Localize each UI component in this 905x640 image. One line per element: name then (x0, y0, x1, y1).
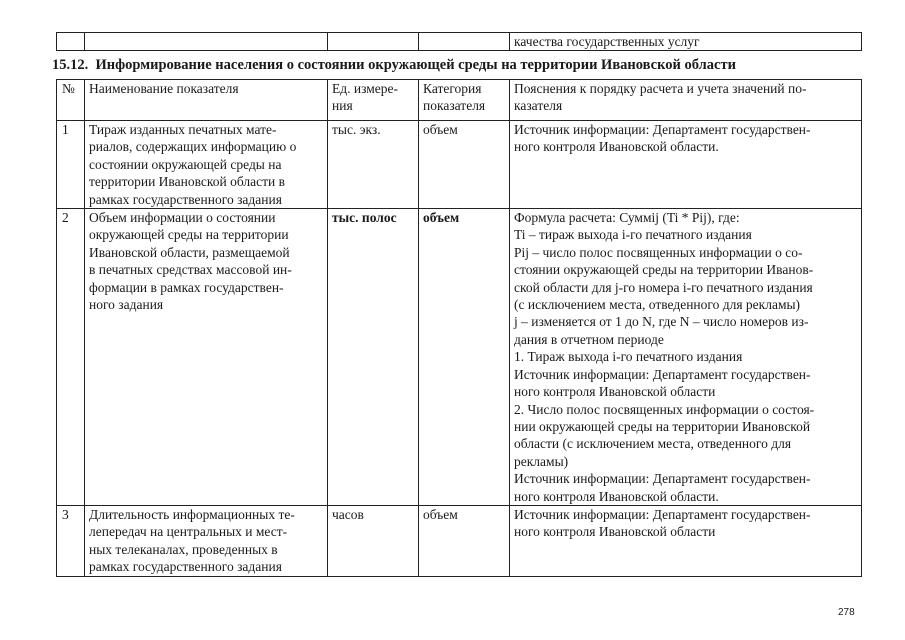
explanation-line: Источник информации: Департамент государствен- (514, 366, 811, 382)
section-number: 15.12. (52, 57, 89, 73)
explanation-line: ного контроля Ивановской области. (514, 139, 719, 155)
explanation-text: качества государственных услуг (514, 34, 700, 49)
header-unit-line: ния (332, 98, 353, 114)
cell-explanation (510, 33, 862, 51)
row-explanation (510, 209, 862, 506)
name-line: в печатных средствах массовой ин- (89, 262, 292, 278)
explanation-line: Источник информации: Департамент государствен- (514, 122, 811, 137)
row-unit: тыс. экз. (328, 121, 419, 209)
header-unit (328, 80, 419, 121)
cell-category (419, 33, 510, 51)
row-no: 3 (57, 505, 85, 576)
explanation-line: 1. Тираж выхода i-го печатного издания (514, 349, 743, 365)
explanation-line: ного контроля Ивановской области (514, 384, 716, 400)
table-row (57, 505, 862, 576)
header-explanation-line: казателя (514, 98, 563, 114)
name-line: формации в рамках государствен- (89, 279, 284, 295)
row-no: 1 (57, 121, 85, 209)
name-line: рамках государственного задания (89, 191, 282, 207)
explanation-line: 2. Число полос посвященных информации о состоя- (514, 401, 815, 417)
name-line: Тираж изданных печатных мате- (89, 122, 277, 137)
row-category: объем (419, 121, 510, 209)
header-category (419, 80, 510, 121)
cell-name (85, 33, 328, 51)
explanation-line: Ti – тираж выхода i-го печатного издания (514, 227, 752, 243)
cell-no (57, 33, 85, 51)
explanation-line: Формула расчета: Суммij (Ti * Pij), где: (514, 210, 740, 226)
name-line: Ивановской области, размещаемой (89, 244, 290, 260)
explanation-line: ской области для j-го номера i-го печатного издания (514, 279, 813, 295)
name-line: ного задания (89, 297, 164, 313)
explanation-line: Источник информации: Департамент государствен- (514, 471, 811, 487)
name-line: территории Ивановской области в (89, 174, 285, 190)
explanation-line: Pij – число полос посвященных информации о со- (514, 244, 803, 260)
previous-table-fragment (56, 32, 862, 51)
row-unit: часов (328, 505, 419, 576)
row-category: объем (419, 209, 510, 506)
header-name: Наименование показателя (85, 80, 328, 121)
name-line: состоянии окружающей среды на (89, 156, 282, 172)
header-category-line: Категория (423, 81, 482, 96)
indicators-table (56, 79, 862, 577)
table-header-row (57, 80, 862, 121)
row-no: 2 (57, 209, 85, 506)
row-category: объем (419, 505, 510, 576)
header-explanation (510, 80, 862, 121)
explanation-line: (с исключением места, отведенного для рекламы) (514, 297, 801, 313)
row-explanation (510, 121, 862, 209)
table-row (57, 209, 862, 506)
cell-unit (328, 33, 419, 51)
explanation-line: области (с исключением места, отведенного для (514, 436, 792, 452)
row-explanation (510, 505, 862, 576)
table-row (57, 33, 862, 51)
row-name (85, 121, 328, 209)
explanation-line: Источник информации: Департамент государствен- (514, 506, 811, 522)
header-unit-line: Ед. измере- (332, 81, 399, 96)
header-explanation-line: Пояснения к порядку расчета и учета значений по- (514, 81, 807, 96)
row-unit: тыс. полос (328, 209, 419, 506)
section-heading (52, 57, 736, 74)
explanation-line: j – изменяется от 1 до N, где N – число номеров из- (514, 314, 809, 330)
section-title: Информирование населения о состоянии окружающей среды на территории Ивановской области (95, 57, 736, 73)
explanation-line: рекламы) (514, 453, 569, 469)
explanation-line: нии окружающей среды на территории Ивановской (514, 418, 811, 434)
name-line: рамках государственного задания (89, 559, 282, 575)
header-no: № (57, 80, 85, 121)
name-line: риалов, содержащих информацию о (89, 139, 297, 155)
table-row (57, 121, 862, 209)
name-line: Объем информации о состоянии (89, 210, 276, 226)
name-line: ных телеканалах, проведенных в (89, 541, 278, 557)
explanation-line: ного контроля Ивановской области. (514, 488, 719, 504)
name-line: окружающей среды на территории (89, 227, 289, 243)
name-line: Длительность информационных те- (89, 506, 295, 522)
row-name (85, 209, 328, 506)
header-category-line: показателя (423, 98, 486, 114)
name-line: лепередач на центральных и мест- (89, 524, 288, 540)
row-name (85, 505, 328, 576)
explanation-line: дания в отчетном периоде (514, 331, 664, 347)
explanation-line: ного контроля Ивановской области (514, 524, 716, 540)
explanation-line: стоянии окружающей среды на территории Иванов- (514, 262, 814, 278)
page-number: 278 (838, 607, 855, 618)
